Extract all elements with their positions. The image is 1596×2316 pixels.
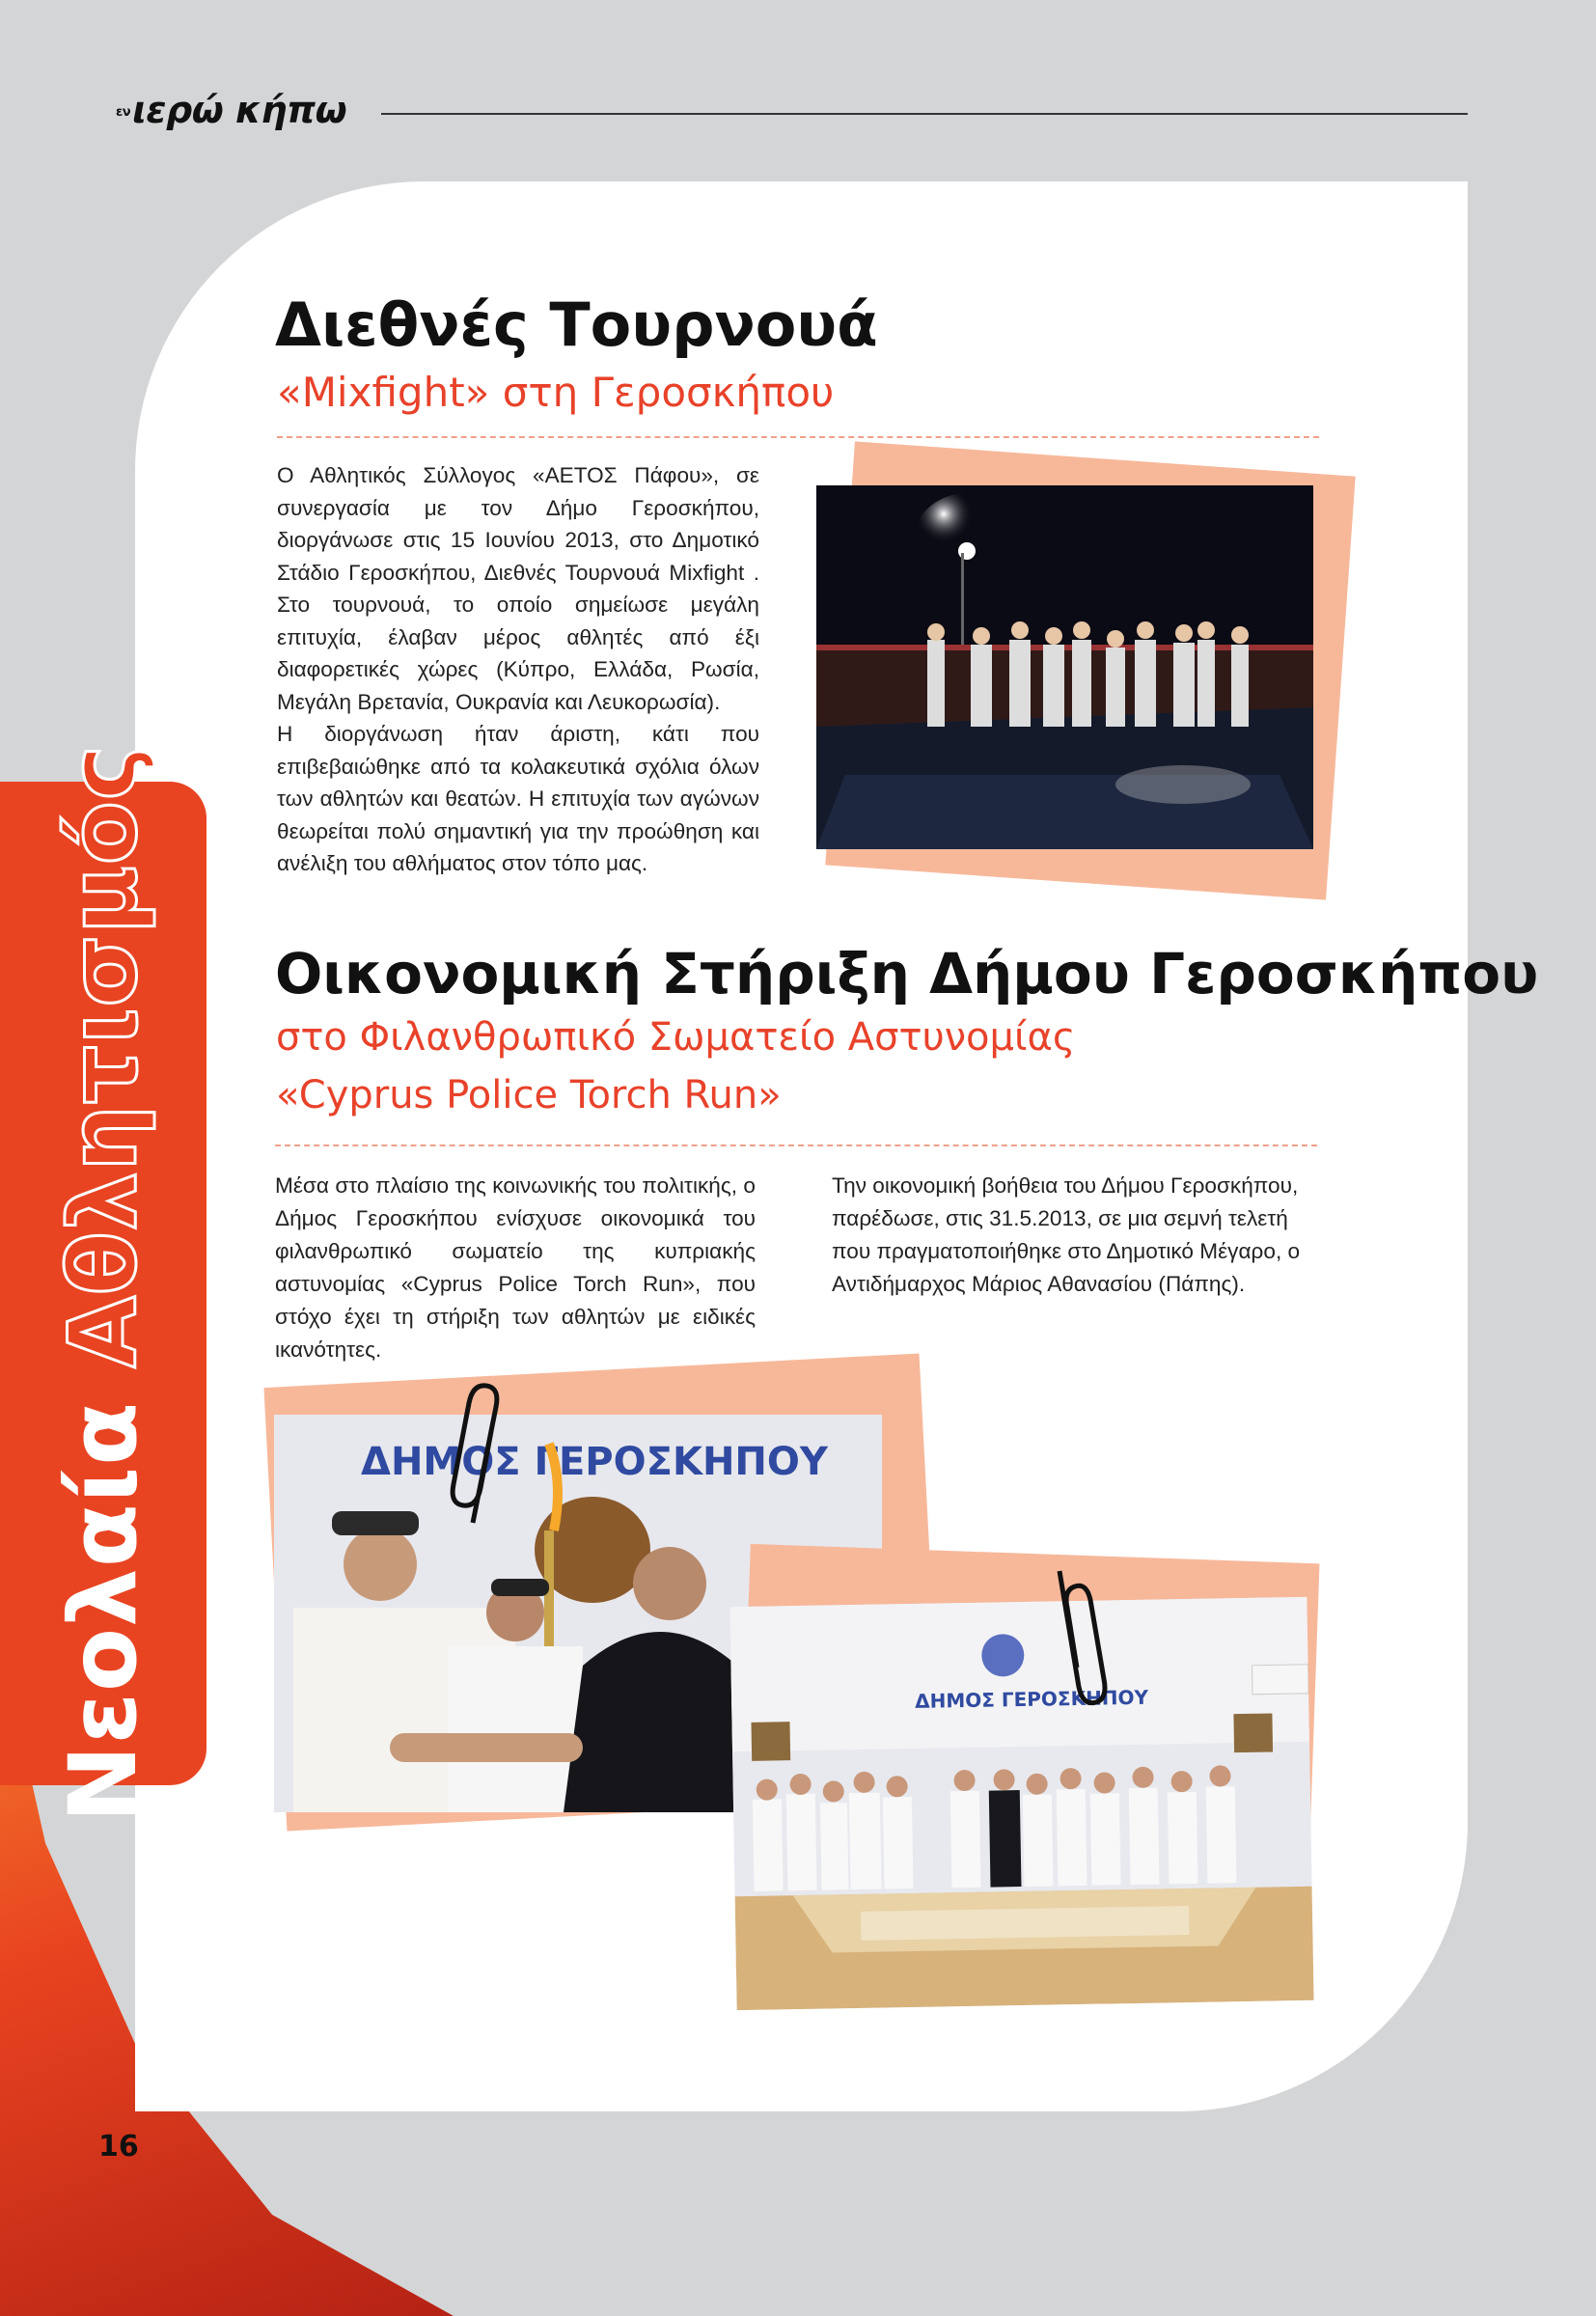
page-number: 16 bbox=[98, 2130, 139, 2164]
article1-subtitle: «Mixfight» στη Γεροσκήπου bbox=[277, 369, 835, 416]
section-tab-label bbox=[49, 744, 157, 1823]
sign-dimos-geroskipou-left: ΔΗΜΟΣ ΓΕΡΟΣΚΗΠΟΥ bbox=[361, 1440, 828, 1484]
article1-body bbox=[277, 459, 759, 880]
paperclip-icon bbox=[446, 1378, 504, 1534]
article2-subtitle-line2: «Cyprus Police Torch Run» bbox=[276, 1073, 782, 1117]
logo-main-text: ιερώ κήπω bbox=[132, 89, 347, 131]
article2-column-1: Μέσα στο πλαίσιο της κοινωνικής του πολιτικής, ο Δήμος Γεροσκήπου ενίσχυσε οικονομικά του φιλανθρωπικό σωματείο της κυπριακής αστυνομίας «Cyprus Police Torch Run», που στόχο έχει τη στήριξη των αθλητών με ειδικές ικανότητες. bbox=[275, 1173, 756, 1362]
article2-subtitle-line1: στο Φιλανθρωπικό Σωματείο Αστυνομίας bbox=[276, 1015, 1076, 1060]
header-rule bbox=[381, 113, 1468, 115]
article1-divider bbox=[277, 436, 1319, 438]
logo-small-text: εν bbox=[116, 105, 131, 120]
article1-paragraph: Ο Αθλητικός Σύλλογος «ΑΕΤΟΣ Πάφου», σε συνεργασία με τον Δήμο Γεροσκήπου, διοργάνωσε στις 15 Ιουνίου 2013, στο Δημοτικό Στάδιο Γεροσκήπου, Διεθνές Τουρνουά Mixfight . Στο τουρνουά, το οποίο σημείωσε μεγάλη επιτυχία, έλαβαν μέρος αθλητές από έξι διαφορετικές χώρες (Κύπρο, Ελλάδα, Ρωσία, Μεγάλη Βρετανία, Ουκρανία και Λευκορωσία). bbox=[277, 463, 759, 714]
article2-divider bbox=[275, 1144, 1317, 1146]
mixfight-photo-illustration bbox=[816, 485, 1313, 849]
section-word-youth: Νεολαία bbox=[49, 1400, 157, 1823]
paperclip-icon bbox=[1050, 1561, 1108, 1718]
council-room-photo bbox=[729, 1597, 1313, 2010]
section-word-sports: Αθλητισμός bbox=[49, 744, 157, 1368]
sign-dimos-geroskipou-right: ΔΗΜΟΣ ΓΕΡΟΣΚΗΠΟΥ bbox=[914, 1685, 1149, 1713]
magazine-logo bbox=[116, 89, 346, 131]
article2-column-2: Την οικονομική βοήθεια του Δήμου Γεροσκήπου, παρέδωσε, στις 31.5.2013, σε μια σεμνή τελετή που πραγματοποιήθηκε στο Δημοτικό Μέγαρο, ο Αντιδήμαρχος Μάριος Αθανασίου (Πάπης). bbox=[832, 1173, 1301, 1296]
article1-title: Διεθνές Τουρνουά bbox=[275, 290, 878, 360]
article1-paragraph-2: Η διοργάνωση ήταν άριστη, κάτι που επιβεβαιώθηκε από τα κολακευτικά σχόλια όλων των αθλητών και θεατών. Η επιτυχία των αγώνων θεωρείται πολύ σημαντική για την προώθηση και ανέλιξη του αθλήματος στον τόπο μας. bbox=[277, 722, 759, 875]
article2-title: Οικονομική Στήριξη Δήμου Γεροσκήπου bbox=[275, 941, 1539, 1006]
mixfight-photo bbox=[816, 485, 1313, 849]
council-photo-illustration bbox=[729, 1597, 1313, 2010]
